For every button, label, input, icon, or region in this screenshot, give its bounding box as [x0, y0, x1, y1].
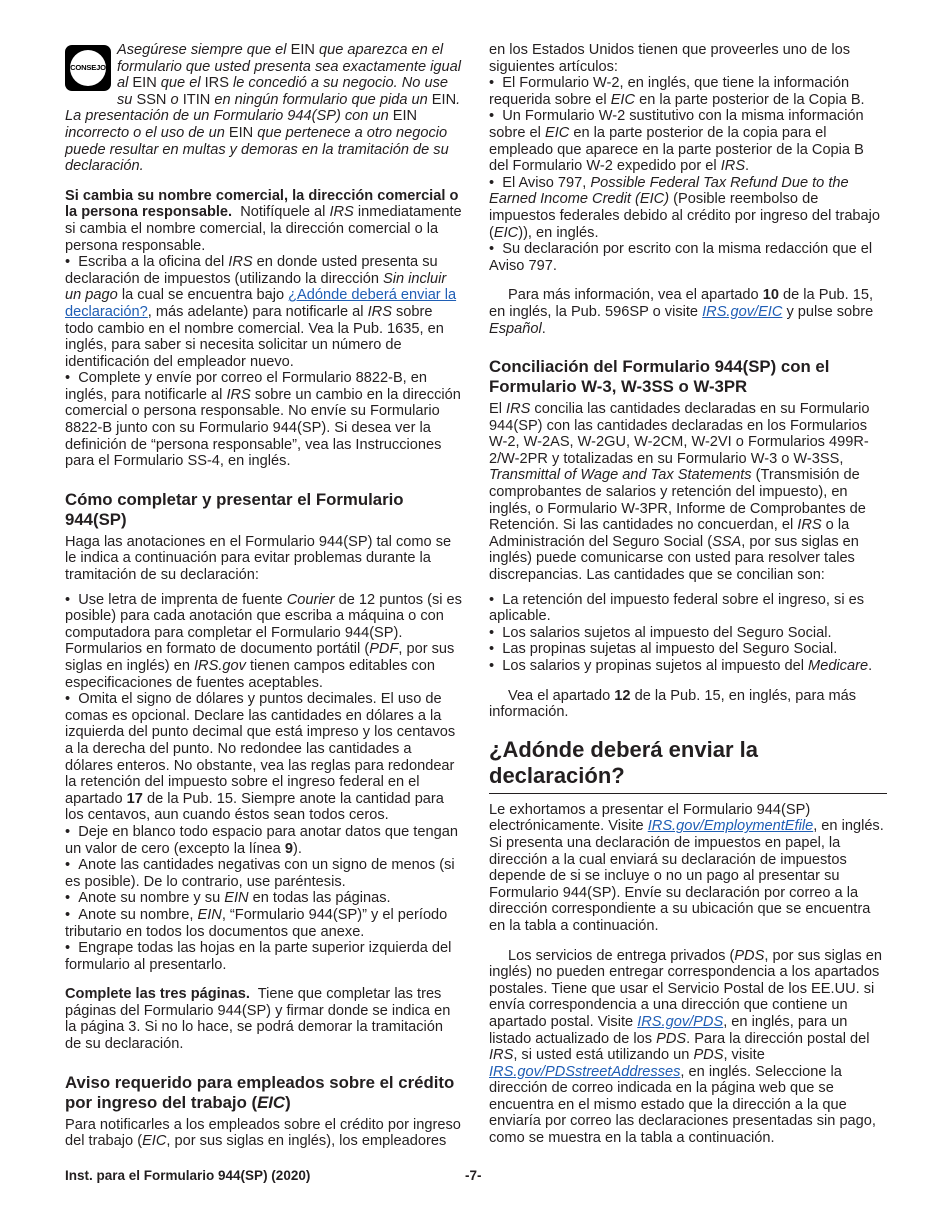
pds-street-link[interactable]: IRS.gov/PDSstreetAddresses [489, 1063, 681, 1080]
page-number: -7- [465, 1168, 482, 1183]
heading-conciliacion: Conciliación del Formulario 944(SP) con el Formulario W-3, W-3SS o W-3PR [489, 357, 830, 397]
bullet-blanco: • Deje en blanco todo espacio para anotar datos que tengan un valor de cero (excepto la línea 9). [65, 823, 458, 857]
bullet-engrape: • Engrape todas las hojas en la parte superior izquierda del formulario al presentarlo. [65, 940, 452, 973]
bullet-nombre-periodo: • Anote su nombre, EIN, “Formulario 944(SP)” y el período tributario en todos los documentos que anexe. [65, 906, 448, 940]
cambio-lead: Si cambia su nombre comercial, la dirección comercial o la persona responsable. [65, 187, 459, 221]
bullet-nombre-ein: • Anote su nombre y su EIN en todas las páginas. [65, 890, 391, 907]
irs-eic-link[interactable]: IRS.gov/EIC [702, 303, 783, 320]
aviso-intro-continued: en los Estados Unidos tienen que proveerles uno de los siguientes artículos: [489, 42, 851, 75]
tres-paginas-paragraph: Complete las tres páginas. Tiene que completar las tres páginas del Formulario 944(SP) y firmar donde se indica en la página 3. Si no lo hace, se podrá demorar la tramitación de su declaración. [65, 986, 451, 1053]
employment-efile-link[interactable]: IRS.gov/EmploymentEfile [647, 818, 814, 835]
adonde-link[interactable]: ¿Adónde deberá enviar la declaración? [65, 287, 457, 320]
bullet-retencion: • La retención del impuesto federal sobre el ingreso, si es aplicable. [489, 591, 865, 625]
consejo-icon-label: CONSEJO [70, 62, 106, 72]
aviso-intro: Para notificarles a los empleados sobre el crédito por ingreso del trabajo (EIC, por sus siglas en inglés), los empleadores [65, 1116, 461, 1150]
cambio-paragraph: Si cambia su nombre comercial, la dirección comercial o la persona responsable. Notifíquele al IRS inmediatamente si cambia el nombre comercial, la dirección comercial o la persona responsable. [65, 187, 462, 254]
bullet-negativas: • Anote las cantidades negativas con un signo de menos (si es posible). De lo contrario, use paréntesis. [65, 857, 455, 890]
bullet-medicare: • Los salarios y propinas sujetos al impuesto del Medicare. [489, 658, 873, 674]
conciliacion-body: El IRS concilia las cantidades declaradas en su Formulario 944(SP) con las cantidades declaradas en los Formularios W-2, W-2AS, W-2GU, W-2CM, W-2VI o Formularios 499R-2/W-2PR y totalizadas en su Formulario W-3 o W-3SS, Transmittal of Wage and Tax Statements (Transmisión de comprobantes de salarios y retención del impuesto), en inglés, o Formulario W-3PR, Informe de Comprobantes de Retención. Si las cantidades no concuerdan, el IRS o la Administración del Seguro Social (SSA, por sus siglas en inglés) puede comunicarse con usted para resolver tales discrepancias. Las cantidades que se concilian son: [489, 401, 870, 584]
bullet-escrito: • Su declaración por escrito con la misma redacción que el Aviso 797. [489, 241, 873, 274]
bullet-letra: • Use letra de imprenta de fuente Courier de 12 puntos (si es posible) para cada anotación que escriba a máquina o con computadora para completar el Formulario 944(SP). Formularios en formato de documento portátil (PDF, por sus siglas en inglés) en IRS.gov tienen campos editables con especificaciones de fuentes aceptables. [65, 591, 462, 691]
bullet-aviso797: • El Aviso 797, Possible Federal Tax Refund Due to the Earned Income Credit (EIC) (Posible reembolso de impuestos federales debido al crédito por ingreso del trabajo (EIC)), en inglés. [489, 174, 881, 241]
tip-text: Asegúrese siempre que el EIN que aparezca en el formulario que usted presenta sea exactamente igual al EIN que el IRS le concedió a su negocio. No use su SSN o ITIN en ningún formulario que pida un EIN. La presentación de un Formulario 944(SP) con un EIN incorrecto o el uso de un EIN que pertenece a otro negocio puede resultar en multas y demoras en la tramitación de su declaración. [65, 42, 461, 175]
bullet-salarios: • Los salarios sujetos al impuesto del Seguro Social. [489, 624, 832, 641]
bullet-complete: • Complete y envíe por correo el Formulario 8822-B, en inglés, para notificarle al IRS sobre un cambio en la dirección comercial o persona responsable. No envíe su Formulario 8822-B junto con su Formulario 944(SP). Si desea ver la definición de “persona responsable”, vea las Instrucciones para el Formulario SS-4, en inglés. [65, 370, 461, 470]
heading-como-completar: Cómo completar y presentar el Formulario 944(SP) [65, 489, 404, 529]
bullet-escriba: • Escriba a la oficina del IRS en donde usted presenta su declaración de impuestos (utilizando la dirección Sin incluir un pago la cual se encuentra bajo ¿Adónde deberá enviar la declaración?, más adelante) para notificarle al IRS sobre todo cambio en el nombre comercial. Vea la Pub. 1635, en inglés, para saber si necesita solicitar un número de identificación del empleador nuevo. [65, 254, 457, 370]
bullet-w2: • El Formulario W-2, en inglés, que tiene la información requerida sobre el EIC en la parte posterior de la Copia B. [489, 75, 865, 108]
right-column [489, 42, 887, 1147]
adonde-paragraph-1: Le exhortamos a presentar el Formulario 944(SP) electrónicamente. Visite IRS.gov/EmploymentEfile, en inglés. Si presenta una declaración de impuestos en papel, la dirección a la cual enviará su declaración de impuestos depende de si se incluye o no un pago al presentar su Formulario 944(SP). Envíe su declaración por correo a la dirección correspondiente a su ubicación que se encuentra en la tabla a continuación. [489, 801, 884, 934]
irs-pds-link[interactable]: IRS.gov/PDS [637, 1013, 724, 1030]
heading-adonde-enviar: ¿Adónde deberá enviar la declaración? [489, 737, 887, 794]
bullet-omita: • Omita el signo de dólares y puntos decimales. El uso de comas es opcional. Declare las cantidades en dólares a la izquierda del punto decimal que está impreso y los centavos a la derecha del punto. No redondee las cantidades a dólares enteros. No obstante, vea las reglas para redondear la retención del impuesto sobre el ingreso federal en el apartado 17 de la Pub. 15. Siempre anote la cantidad para los centavos, aun cuando éstos sean todos ceros. [65, 691, 456, 824]
heading-aviso: Aviso requerido para empleados sobre el crédito por ingreso del trabajo (EIC) [65, 1072, 455, 1112]
como-intro: Haga las anotaciones en el Formulario 944(SP) tal como se le indica a continuación para evitar problemas durante la tramitación de su declaración: [65, 533, 452, 584]
mas-info-paragraph: Para más información, vea el apartado 10 de la Pub. 15, en inglés, la Pub. 596SP o visite IRS.gov/EIC y pulse sobre Español. [489, 287, 874, 337]
bullet-sustitutivo: • Un Formulario W-2 sustitutivo con la misma información sobre el EIC en la parte posterior de la copia para el empleado que aparece en la parte posterior de la Copia B del Formulario W-2 expedido por el IRS. [489, 108, 864, 175]
vea12-paragraph: Vea el apartado 12 de la Pub. 15, en inglés, para más información. [489, 687, 857, 721]
footer-title: Inst. para el Formulario 944(SP) (2020) [65, 1168, 311, 1183]
bullet-propinas: • Las propinas sujetas al impuesto del Seguro Social. [489, 641, 838, 658]
left-column [65, 42, 463, 1150]
tip-box [65, 42, 463, 175]
consejo-icon [65, 45, 111, 91]
adonde-paragraph-2: Los servicios de entrega privados (PDS, por sus siglas en inglés) no pueden entregar correspondencia a los apartados postales. Tiene que usar el Servicio Postal de los EE.UU. si envía correspondencia a una dirección que contiene un apartado postal. Visite IRS.gov/PDS, en inglés, para un listado actualizado de los PDS. Para la dirección postal del IRS, si usted está utilizando un PDS, visite IRS.gov/PDSstreetAddresses, en inglés. Seleccione la dirección de correo indicada en la página web que se encuentra en el mismo estado que la dirección a la que enviaría por correo las declaraciones presentadas sin pago, como se muestra en la tabla a continuación. [489, 947, 882, 1147]
